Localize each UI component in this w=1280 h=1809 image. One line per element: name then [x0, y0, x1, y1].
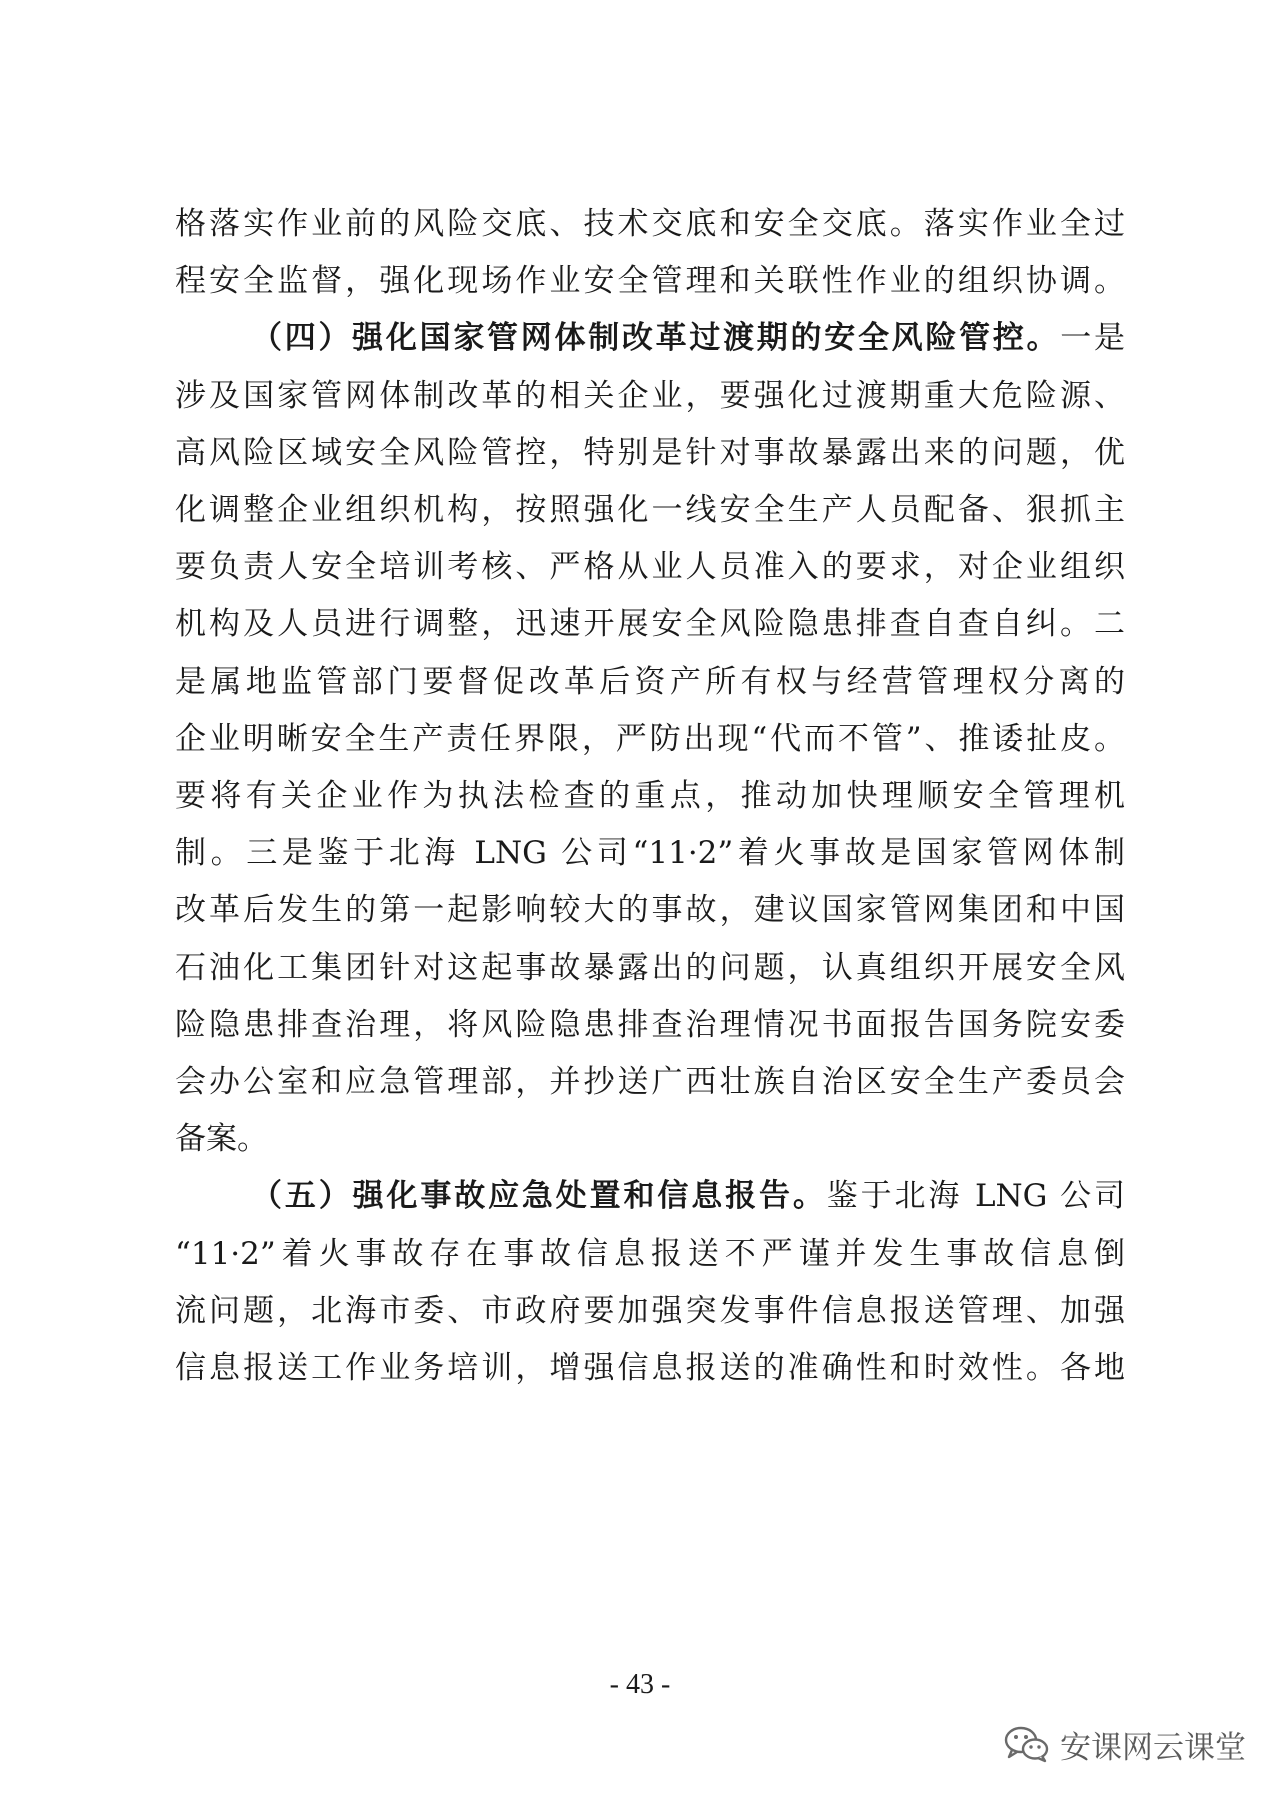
line-text: 备案。	[175, 1121, 268, 1158]
watermark	[1002, 1719, 1246, 1769]
line-text: 流问题，北海市委、市政府要加强突发事件信息报送管理、加强	[175, 1292, 1125, 1329]
text-line	[175, 364, 1125, 428]
text-line	[175, 1279, 1125, 1343]
page-number: - 43 -	[609, 1669, 671, 1700]
text-line	[175, 764, 1125, 828]
line-text: 企业明晰安全生产责任界限，严防出现“代而不管”、推诿扯皮。	[175, 720, 1125, 757]
line-text: 涉及国家管网体制改革的相关企业，要强化过渡期重大危险源、	[175, 377, 1125, 414]
line-text: 是属地监管部门要督促改革后资产所有权与经营管理权分离的	[175, 663, 1125, 700]
text-line	[175, 1050, 1125, 1114]
line-text: 信息报送工作业务培训，增强信息报送的准确性和时效性。各地	[175, 1350, 1125, 1386]
line-text: 机构及人员进行调整，迅速开展安全风险隐患排查自查自纠。二	[175, 606, 1125, 643]
line-text: 石油化工集团针对这起事故暴露出的问题，认真组织开展安全风	[175, 949, 1125, 986]
text-line	[175, 535, 1125, 599]
watermark-label: 安课网云课堂	[1060, 1729, 1246, 1766]
line-text: 鉴于北海 LNG 公司	[826, 1178, 1126, 1215]
text-line	[175, 993, 1125, 1057]
line-text: 险隐患排查治理，将风险隐患排查治理情况书面报告国务院安委	[175, 1006, 1125, 1043]
line-text: 制。三是鉴于北海 LNG 公司“11·2”着火事故是国家管网体制	[175, 835, 1125, 872]
line-text: 格落实作业前的风险交底、技术交底和安全交底。落实作业全过	[175, 206, 1125, 242]
text-line	[175, 249, 1125, 313]
text-line	[251, 306, 1125, 370]
line-text: 化调整企业组织机构，按照强化一线安全生产人员配备、狠抓主	[175, 492, 1125, 528]
line-text: 一是	[1060, 320, 1126, 357]
text-line	[175, 192, 1125, 256]
wechat-icon	[1002, 1724, 1050, 1764]
line-text: 要负责人安全培训考核、严格从业人员准入的要求，对企业组织	[175, 549, 1125, 586]
text-line	[251, 1164, 1125, 1228]
line-text: 会办公室和应急管理部，并抄送广西壮族自治区安全生产委员会	[175, 1064, 1125, 1100]
text-line	[175, 878, 1125, 942]
text-line	[175, 1107, 1125, 1171]
line-text: 高风险区域安全风险管控，特别是针对事故暴露出来的问题，优	[175, 434, 1125, 471]
line-text: 程安全监督，强化现场作业安全管理和关联性作业的组织协调。	[175, 263, 1125, 300]
text-line	[175, 421, 1125, 485]
section-heading: （四）强化国家管网体制改革过渡期的安全风险管控。	[251, 320, 1061, 357]
line-text: 要将有关企业作为执法检查的重点，推动加快理顺安全管理机	[175, 778, 1125, 814]
text-line	[175, 707, 1125, 771]
text-line	[175, 1222, 1125, 1286]
text-line	[175, 650, 1125, 714]
line-text: 改革后发生的第一起影响较大的事故，建议国家管网集团和中国	[175, 892, 1125, 929]
text-line	[175, 478, 1125, 542]
text-line	[175, 821, 1125, 885]
text-line	[175, 1336, 1125, 1400]
text-line	[175, 936, 1125, 1000]
text-line	[175, 592, 1125, 656]
line-text: “11·2”着火事故存在事故信息报送不严谨并发生事故信息倒	[175, 1235, 1125, 1272]
section-heading: （五）强化事故应急处置和信息报告。	[251, 1178, 827, 1215]
